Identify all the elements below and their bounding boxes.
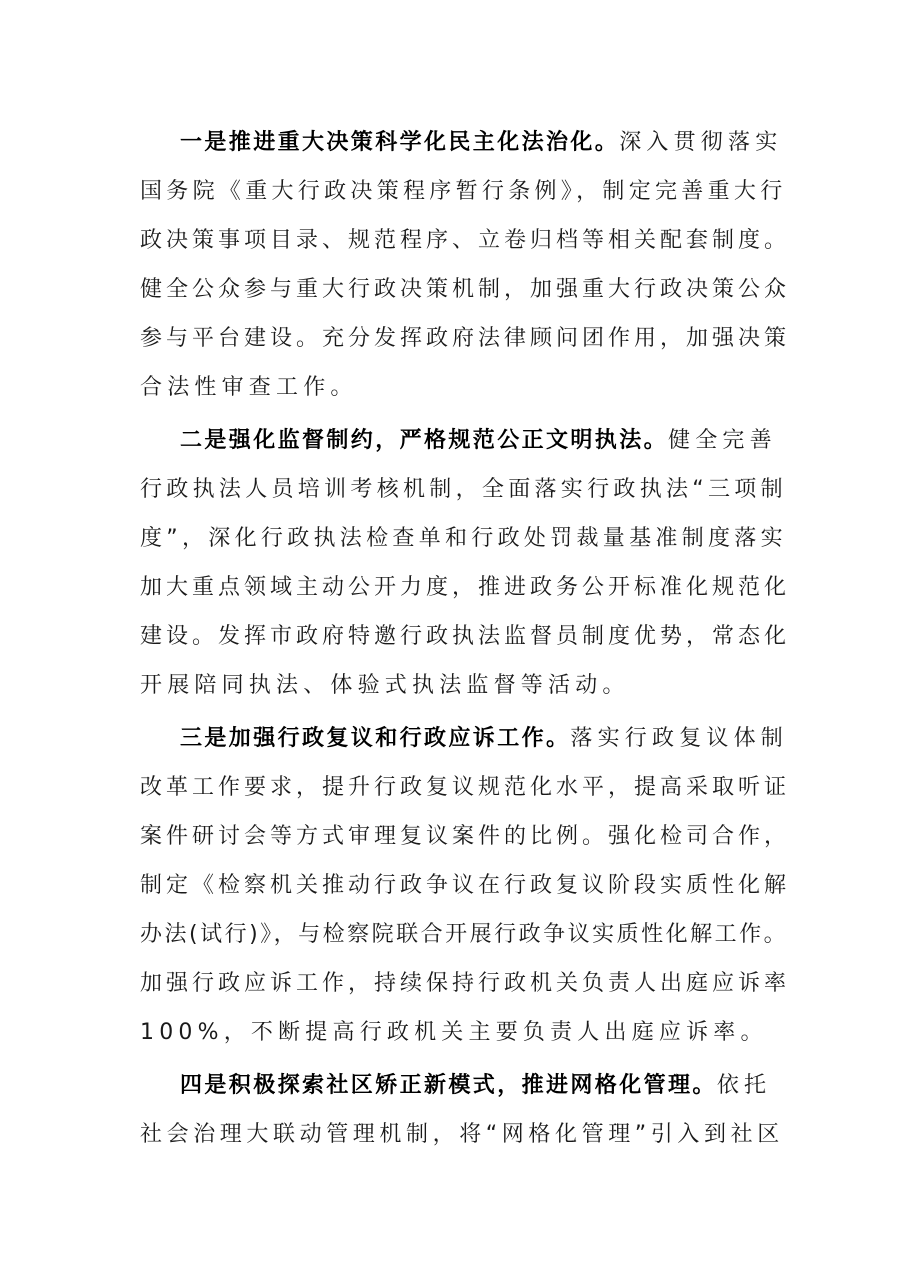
paragraph-line: 行政执法人员培训考核机制，全面落实行政执法“三项制 xyxy=(140,477,787,502)
paragraph-heading: 二是强化监督制约，严格规范公正文明执法。 xyxy=(180,428,669,453)
paragraph-heading: 四是积极探索社区矫正新模式，推进网格化管理。 xyxy=(180,1073,717,1098)
paragraph-first-line xyxy=(140,118,790,167)
paragraph-first-line xyxy=(140,714,790,763)
paragraph-community-correction xyxy=(140,1061,790,1159)
paragraph-text: 深入贯彻落实 xyxy=(619,130,783,155)
paragraph-administrative-review xyxy=(140,714,790,1057)
paragraph-line: 国务院《重大行政决策程序暂行条例》，制定完善重大行 xyxy=(140,179,787,204)
paragraph-line: 办法(试行)》，与检察院联合开展行政争议实质性化解工作。 xyxy=(140,922,789,947)
paragraph-line: 健全公众参与重大行政决策机制，加强重大行政决策公众 xyxy=(140,277,791,302)
paragraph-first-line xyxy=(140,1061,790,1110)
paragraph-line: 建设。发挥市政府特邀行政执法监督员制度优势，常态化 xyxy=(140,624,791,649)
paragraph-line: 政决策事项目录、规范程序、立卷归档等相关配套制度。 xyxy=(140,228,791,253)
paragraph-heading: 三是加强行政复议和行政应诉工作。 xyxy=(180,726,571,751)
paragraph-heading: 一是推进重大决策科学化民主化法治化。 xyxy=(180,130,620,155)
paragraph-line: 加大重点领域主动公开力度，推进政务公开标准化规范化 xyxy=(140,575,791,600)
paragraph-line: 加强行政应诉工作，持续保持行政机关负责人出庭应诉率 xyxy=(140,971,791,996)
paragraph-line: 开展陪同执法、体验式执法监督等活动。 xyxy=(140,673,630,698)
paragraph-text: 依托 xyxy=(716,1073,772,1098)
paragraph-line: 制定《检察机关推动行政争议在行政复议阶段实质性化解 xyxy=(140,873,791,898)
paragraph-line: 社会治理大联动管理机制，将“网格化管理”引入到社区 xyxy=(140,1122,784,1147)
paragraph-law-enforcement xyxy=(140,416,790,710)
paragraph-line: 100%，不断提高行政机关主要负责人出庭应诉率。 xyxy=(140,1020,768,1045)
paragraph-text: 健全完善 xyxy=(668,428,777,453)
paragraph-line: 度”，深化行政执法检查单和行政处罚裁量基准制度落实 xyxy=(140,526,787,551)
paragraph-text: 落实行政复议体制 xyxy=(570,726,789,751)
paragraph-line: 参与平台建设。充分发挥政府法律顾问团作用，加强决策 xyxy=(140,326,791,351)
paragraph-decision-making xyxy=(140,118,790,412)
paragraph-first-line xyxy=(140,416,790,465)
paragraph-line: 合法性审查工作。 xyxy=(140,375,358,400)
paragraph-line: 改革工作要求，提升行政复议规范化水平，提高采取听证 xyxy=(140,775,791,800)
paragraph-line: 案件研讨会等方式审理复议案件的比例。强化检司合作， xyxy=(140,824,791,849)
